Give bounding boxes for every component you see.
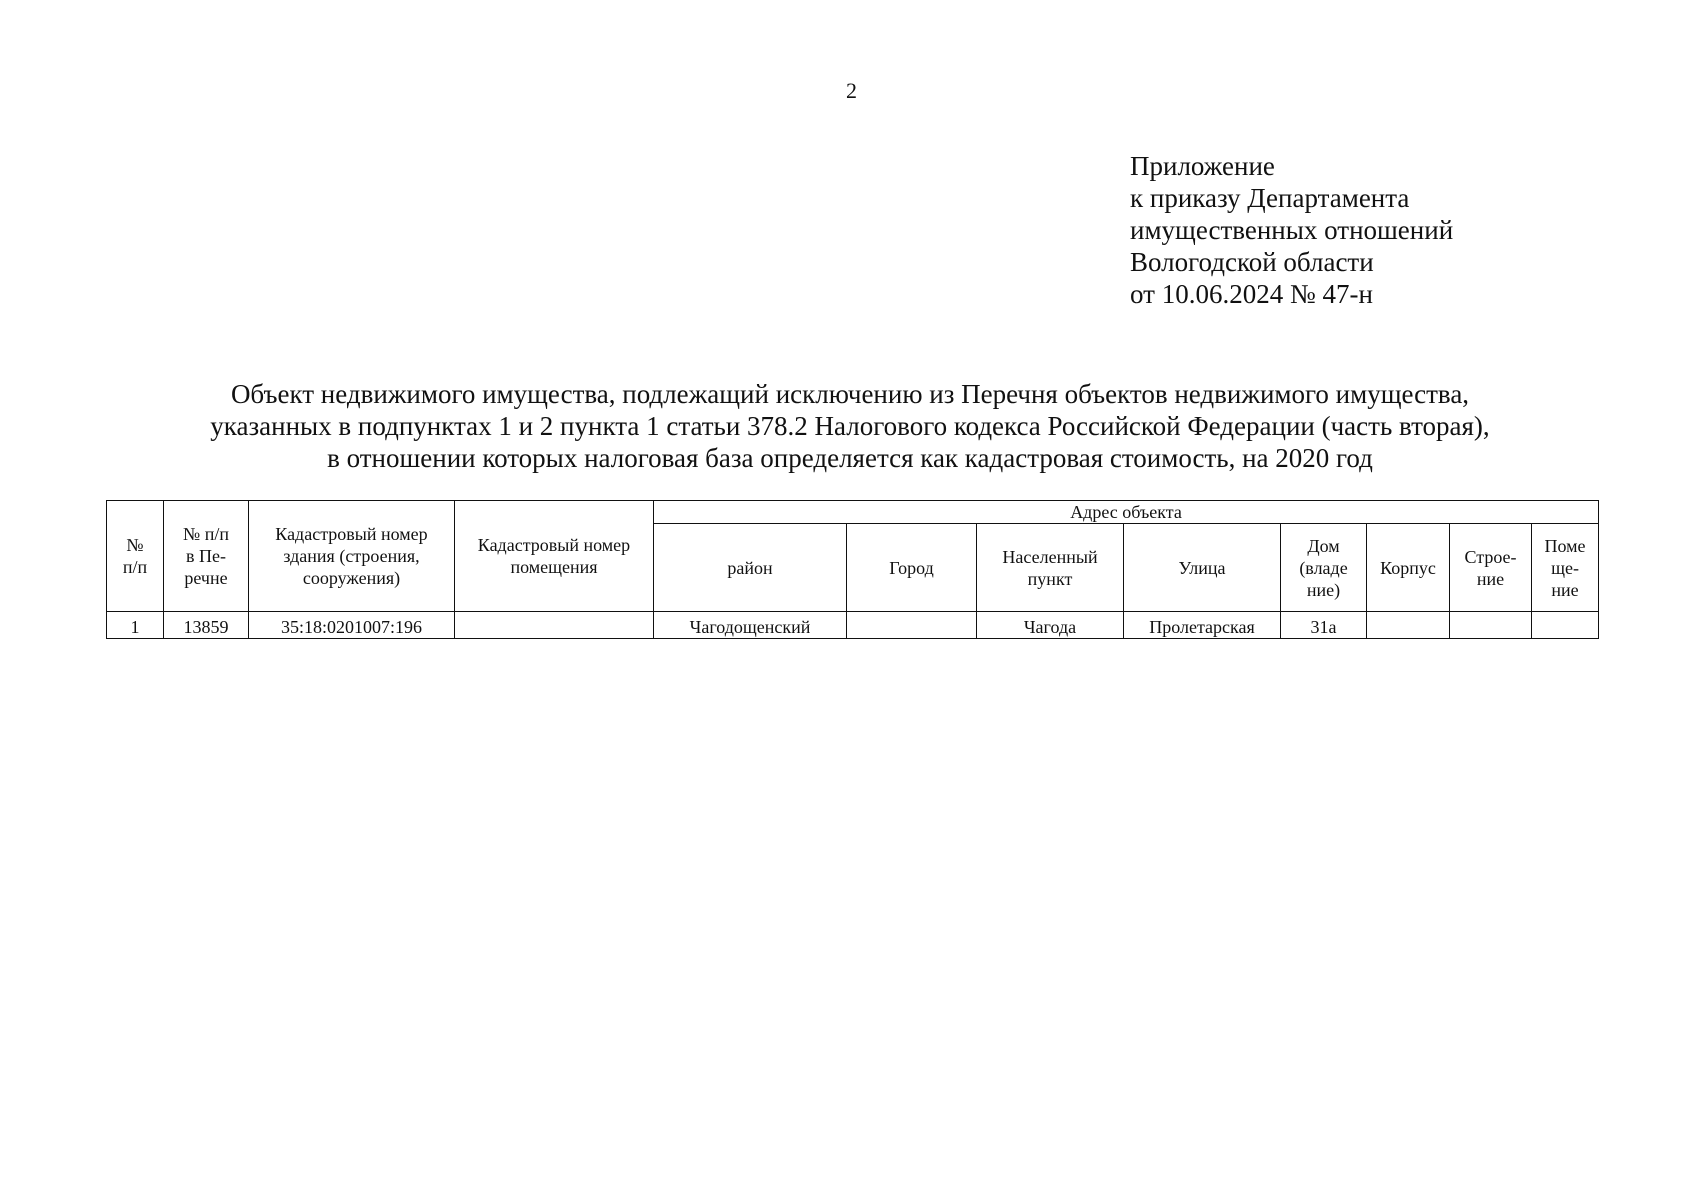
page-number: 2 xyxy=(846,78,857,103)
appendix-line: Приложение xyxy=(1130,151,1275,181)
cell-city xyxy=(847,612,977,639)
title-line: указанных в подпунктах 1 и 2 пункта 1 статьи 378.2 Налогового кодекса Российской Федерации (часть вторая), xyxy=(210,411,1490,441)
cell-premises xyxy=(1532,612,1599,639)
header-premises-cadastral: Кадастровый номер помещения xyxy=(455,501,654,612)
header-house: Дом (владе ние) xyxy=(1281,524,1367,612)
title-line: в отношении которых налоговая база определяется как кадастровая стоимость, на 2020 год xyxy=(327,443,1373,473)
title-line: Объект недвижимого имущества, подлежащий исключению из Перечня объектов недвижимого имущества, xyxy=(230,379,1470,409)
cell-building-cadastral: 35:18:0201007:196 xyxy=(249,612,455,639)
header-korpus: Корпус xyxy=(1367,524,1450,612)
header-district: район xyxy=(654,524,847,612)
cell-locality: Чагода xyxy=(977,612,1124,639)
header-building-cadastral: Кадастровый номер здания (строения, сооружения) xyxy=(249,501,455,612)
cell-korpus xyxy=(1367,612,1450,639)
table-row xyxy=(107,612,1599,639)
cell-list-num: 13859 xyxy=(164,612,249,639)
header-city: Город xyxy=(847,524,977,612)
header-list-num: № п/п в Пе- речне xyxy=(164,501,249,612)
objects-table xyxy=(106,500,1599,639)
header-street: Улица xyxy=(1124,524,1281,612)
cell-building xyxy=(1450,612,1532,639)
header-building: Строе- ние xyxy=(1450,524,1532,612)
cell-premises-cadastral xyxy=(455,612,654,639)
cell-district: Чагодощенский xyxy=(654,612,847,639)
cell-house: 31а xyxy=(1281,612,1367,639)
header-num: № п/п xyxy=(107,501,164,612)
appendix-line: от 10.06.2024 № 47-н xyxy=(1130,279,1373,309)
document-title xyxy=(100,378,1600,474)
cell-street: Пролетарская xyxy=(1124,612,1281,639)
header-address-group: Адрес объекта xyxy=(654,501,1599,524)
appendix-block xyxy=(1130,150,1453,310)
appendix-line: Вологодской области xyxy=(1130,247,1374,277)
appendix-line: к приказу Департамента xyxy=(1130,183,1410,213)
cell-num: 1 xyxy=(107,612,164,639)
header-locality: Населенный пункт xyxy=(977,524,1124,612)
appendix-line: имущественных отношений xyxy=(1130,215,1454,245)
header-premises: Поме ще- ние xyxy=(1532,524,1599,612)
